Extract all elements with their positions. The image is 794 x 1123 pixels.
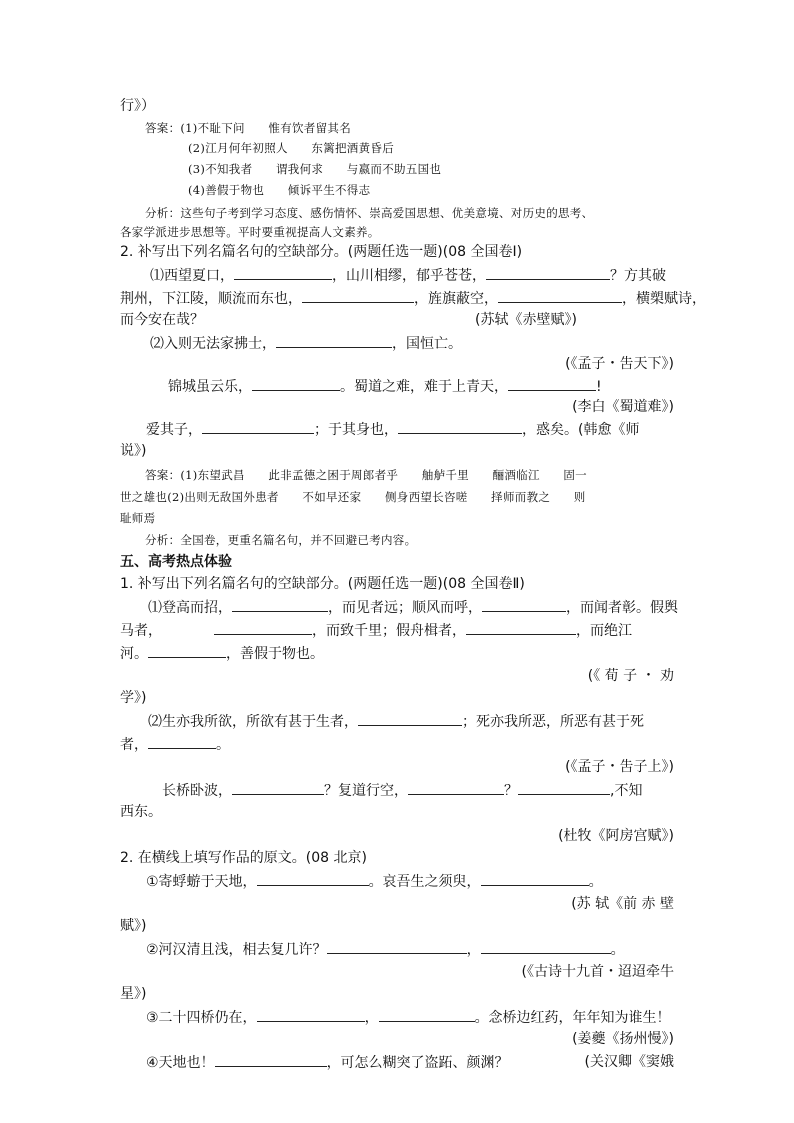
text-line: 西东。 [120,804,162,820]
question-line: 者， 。 [120,734,230,755]
blank-line[interactable] [408,780,504,795]
question-line: 锦城虽云乐， 。蜀道之难，难于上青天， ! [168,376,602,397]
text-line: 说》) [120,443,147,459]
blank-line[interactable] [302,288,414,303]
question-line: ⑵入则无法家拂士， ，国恒亡。 [150,333,462,354]
answer-line: 世之雄也(2)出则无敌国外患者 不如早还家 侧身西望长咨嗟 择师而教之 则 [120,490,586,504]
blank-line[interactable] [257,871,369,886]
blank-line[interactable] [498,288,622,303]
blank-line[interactable] [481,939,611,954]
question-line: ③二十四桥仍在， ， 。念桥边红药，年年知为谁生！ [146,1007,671,1028]
question-line: 河。 ，善假于物也。 [120,643,324,664]
blank-line[interactable] [202,419,314,434]
blank-line[interactable] [486,265,610,280]
analysis-line: 各家学派进步思想等。平时要重视提高人文素养。 [120,225,380,239]
blank-line[interactable] [327,939,467,954]
question-line: 荆州，下江陵，顺流而东也， ，旌旗蔽空， ，横槊赋诗， [120,288,706,309]
question-line: 而今安在哉？ (苏轼《赤壁赋》) [120,312,577,328]
question-line: ⑴西望夏口， ，山川相缪，郁乎苍苍， ？方其破 [150,265,666,286]
blank-line[interactable] [257,1007,365,1022]
question-line: ①寄蜉蝣于天地， 。哀吾生之须臾， 。 [146,871,603,892]
question-heading: 1. 补写出下列名篇名句的空缺部分。(两题任选一题)(08 全国卷Ⅱ) [120,576,525,592]
source-citation: (《古诗十九首・迢迢牵牛 [521,964,674,980]
source-citation: (姜夔《扬州慢》) [572,1031,674,1047]
source-citation: (苏 轼《前 赤 壁 [571,896,674,912]
question-line: 爱其子， ；于其身也， ，惑矣。(韩愈《师 [146,419,639,440]
blank-line[interactable] [215,1052,327,1067]
question-line: 长桥卧波， ？复道行空， ？ ,不知 [162,780,642,801]
source-citation: (李白《蜀道难》) [572,399,674,415]
answer-line: 答案：(1)不耻下问 惟有饮者留其名 [145,121,351,135]
blank-line[interactable] [148,734,216,749]
source-citation: (杜牧《阿房宫赋》) [558,828,674,844]
question-line: ②河汉清且浅，相去复几许？ ， 。 [146,939,625,960]
blank-line[interactable] [214,620,312,635]
source-citation: (《孟子・吿子上》) [565,759,674,775]
analysis-line: 分析：全国卷，更重名篇名句，并不回避已考内容。 [145,533,417,547]
answer-line: (2)江月何年初照人 东篱把酒黄昏后 [188,141,394,155]
question-line: ⑵生亦我所欲，所欲有甚于生者， ；死亦我所恶，所恶有甚于死 [148,711,644,732]
blank-line[interactable] [398,419,522,434]
blank-line[interactable] [481,871,589,886]
answer-line: 答案：(1)东望武昌 此非孟德之困于周郎者乎 舳舻千里 酾酒临江 固一 [145,468,587,482]
source-citation: (《 荀 子 ・ 劝 [587,668,674,684]
blank-line[interactable] [232,597,328,612]
text-line: 星》) [120,986,147,1002]
blank-line[interactable] [508,376,596,391]
question-heading: 2. 补写出下列名篇名句的空缺部分。(两题任选一题)(08 全国卷Ⅰ) [120,244,523,260]
answer-line: (3)不知我者 谓我何求 与嬴而不助五国也 [188,162,442,176]
question-line: ④天地也！ ，可怎么糊突了盗跖、颜渊？ (关汉卿《窦娥 [146,1054,674,1071]
text-line: 学》) [120,690,147,706]
blank-line[interactable] [379,1007,475,1022]
blank-line[interactable] [234,265,332,280]
answer-line: 耻师焉 [120,511,156,525]
blank-line[interactable] [148,643,226,658]
blank-line[interactable] [482,597,566,612]
question-heading: 2. 在横线上填写作品的原文。(08 北京) [120,850,367,866]
blank-line[interactable] [358,711,462,726]
blank-line[interactable] [252,376,340,391]
question-line: 马者， ，而致千里；假舟楫者， ，而绝江 [120,620,632,641]
blank-line[interactable] [466,620,576,635]
text-line: 赋》) [120,918,147,934]
blank-line[interactable] [232,780,324,795]
blank-line[interactable] [276,333,392,348]
text-line: 行》） [120,98,155,114]
section-heading: 五、高考热点体验 [120,554,232,570]
source-citation: (《孟子・吿天下》) [565,356,674,372]
blank-line[interactable] [518,780,610,795]
answer-line: (4)善假于物也 倾诉平生不得志 [188,183,371,197]
analysis-line: 分析：这些句子考到学习态度、感伤情怀、崇高爱国思想、优美意境、对历史的思考、 [145,206,594,220]
question-line: ⑴登高而招， ，而见者远；顺风而呼， ，而闻者彰。假舆 [148,597,678,618]
